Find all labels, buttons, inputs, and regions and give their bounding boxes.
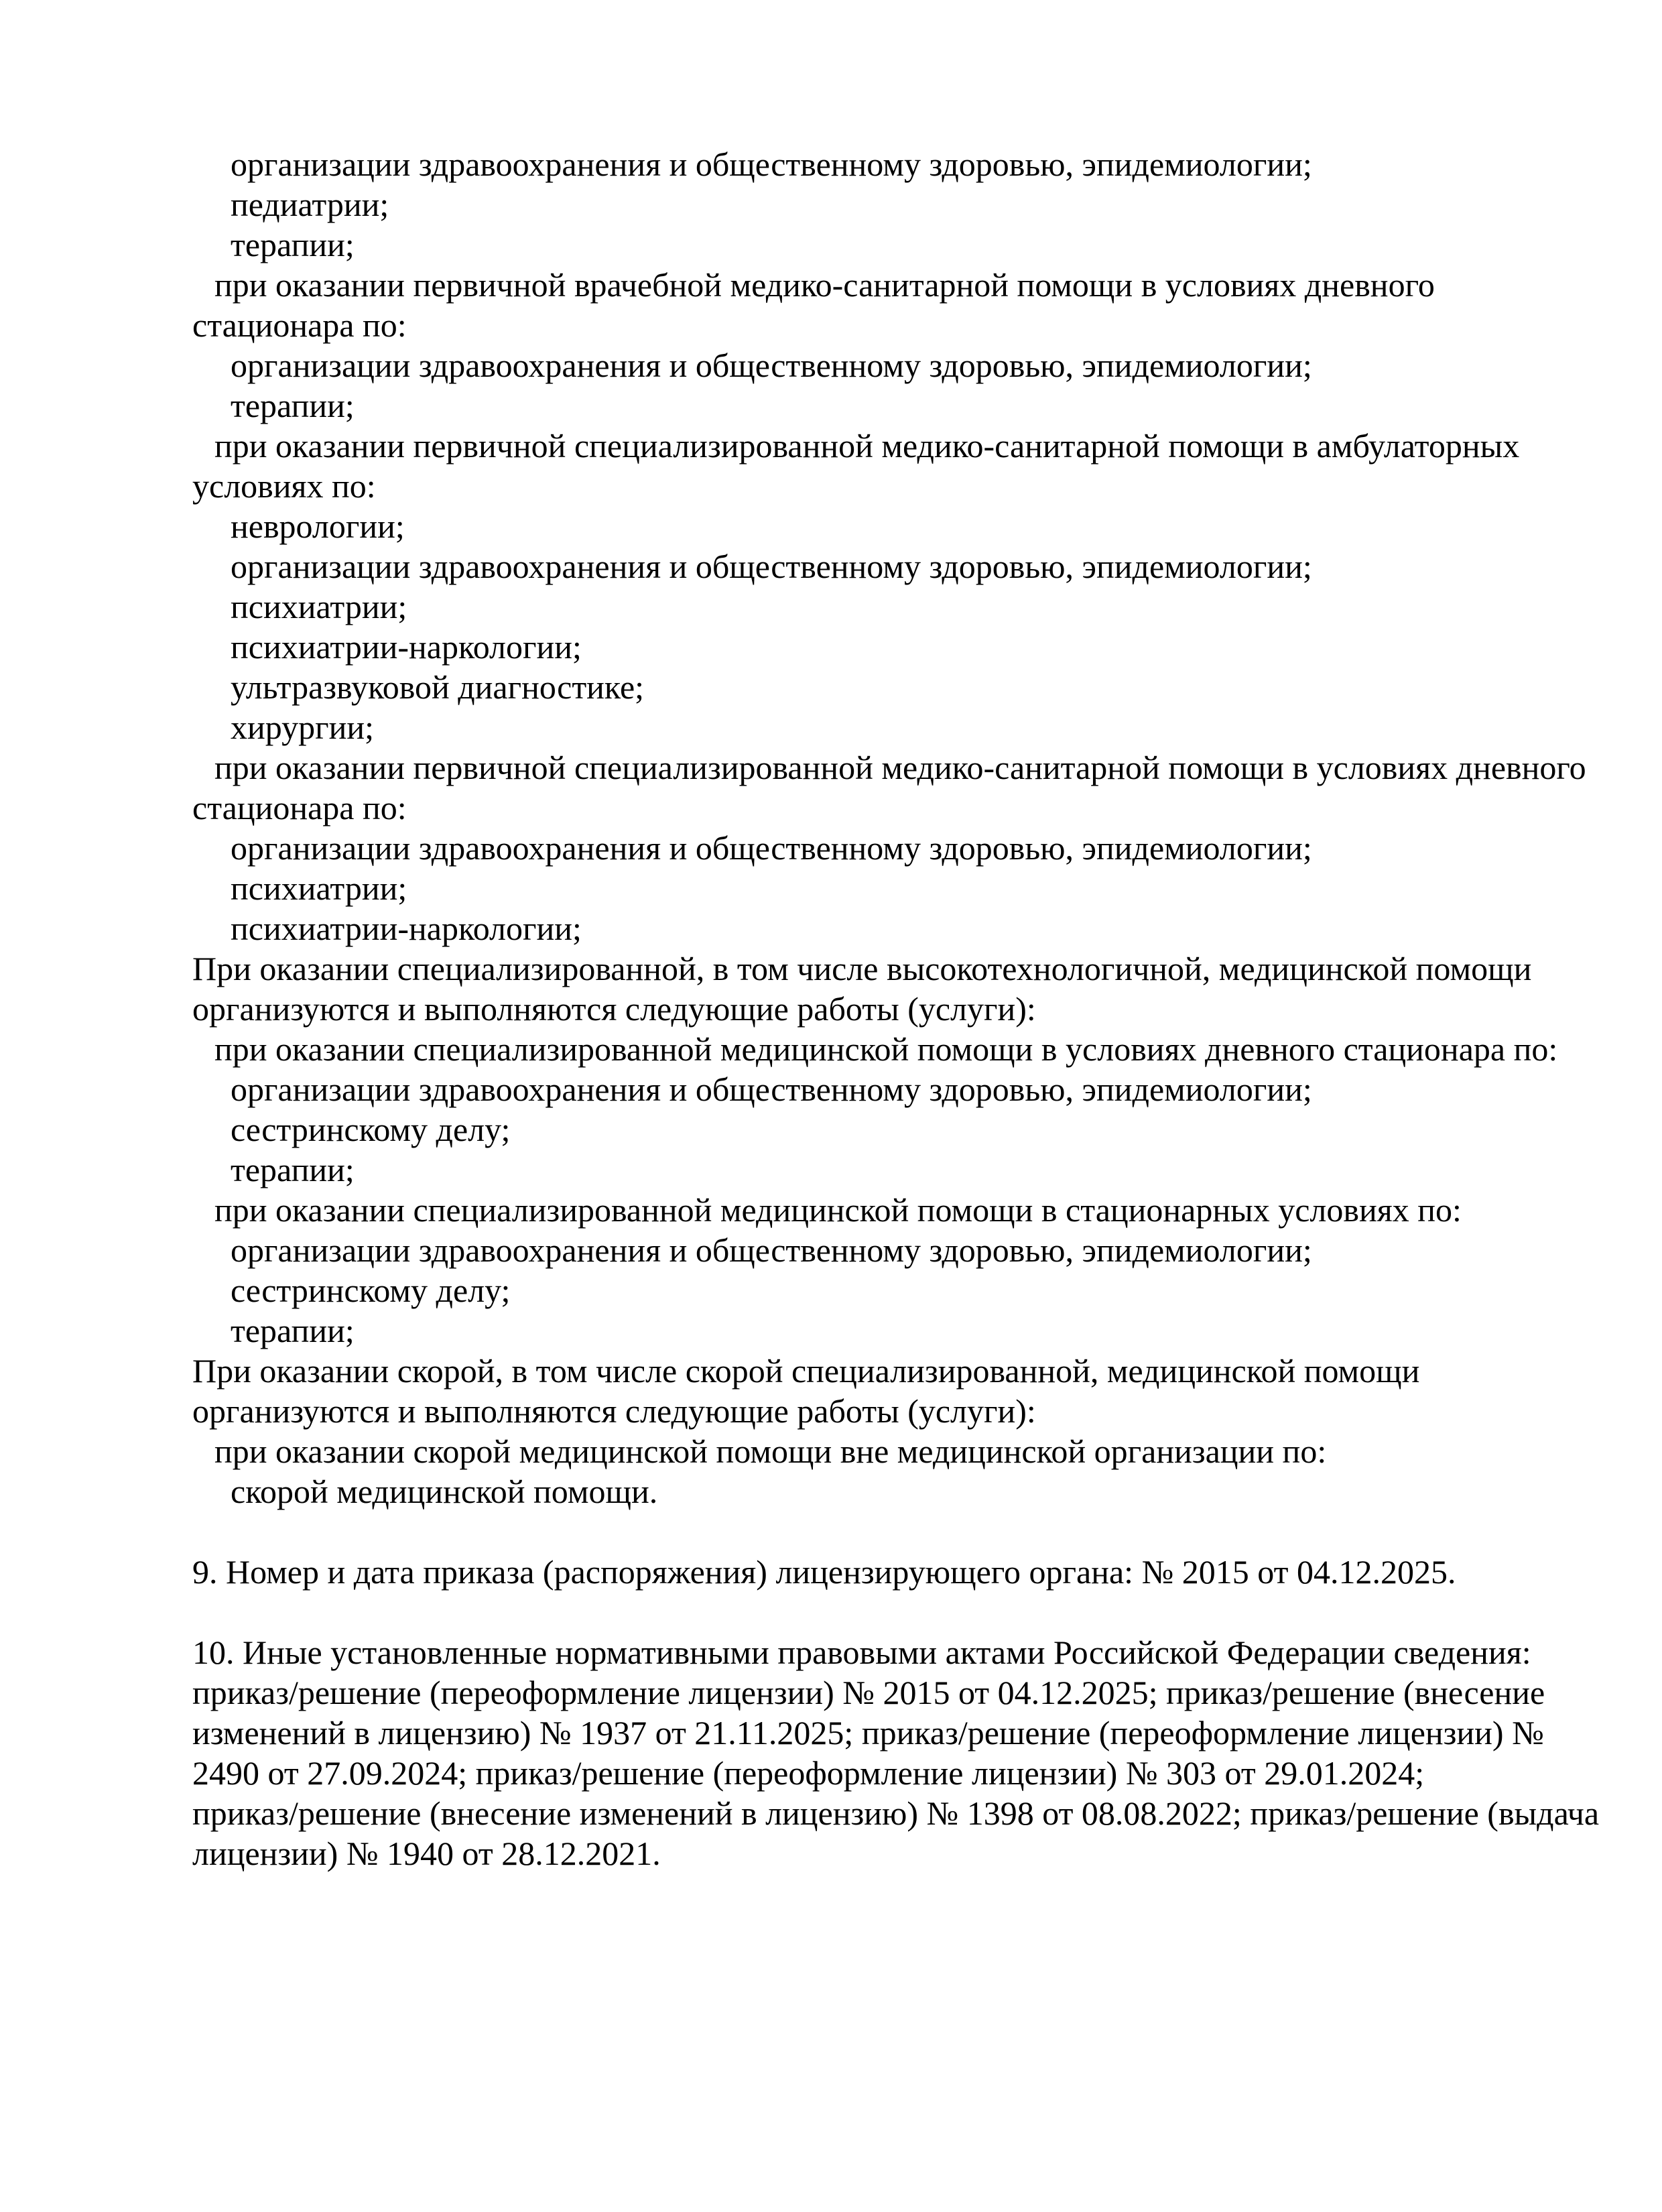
text-line: неврологии; <box>231 507 405 545</box>
text-line: организации здравоохранения и общественному здоровью, эпидемиологии; <box>231 145 1312 183</box>
text-line: при оказании специализированной медицинской помощи в стационарных условиях по: <box>214 1191 1462 1229</box>
text-line: при оказании скорой медицинской помощи вне медицинской организации по: <box>214 1432 1327 1470</box>
text-line: стационара по: <box>192 306 407 344</box>
text-line: терапии; <box>231 1151 355 1188</box>
text-line: психиатрии; <box>231 869 407 907</box>
text-line: 10. Иные установленные нормативными правовыми актами Российской Федерации сведения: <box>192 1634 1531 1671</box>
text-line: психиатрии; <box>231 588 407 625</box>
text-line: терапии; <box>231 226 355 263</box>
text-line: приказ/решение (переоформление лицензии) № 2015 от 04.12.2025; приказ/решение (внесение <box>192 1674 1545 1711</box>
text-line: лицензии) № 1940 от 28.12.2021. <box>192 1835 661 1872</box>
text-line: условиях по: <box>192 467 376 505</box>
text-line: При оказании специализированной, в том числе высокотехнологичной, медицинской помощи <box>192 950 1532 987</box>
text-line: педиатрии; <box>231 186 389 223</box>
text-line: при оказании первичной специализированной медико-санитарной помощи в условиях дневного <box>214 749 1586 786</box>
text-line: скорой медицинской помощи. <box>231 1473 658 1510</box>
text-line: 9. Номер и дата приказа (распоряжения) лицензирующего органа: № 2015 от 04.12.2025. <box>192 1553 1456 1591</box>
text-line: приказ/решение (внесение изменений в лицензию) № 1398 от 08.08.2022; приказ/решение (выдача <box>192 1794 1600 1832</box>
text-line: При оказании скорой, в том числе скорой специализированной, медицинской помощи <box>192 1352 1420 1390</box>
text-line: психиатрии-наркологии; <box>231 910 582 947</box>
text-line: терапии; <box>231 1312 355 1349</box>
text-line: ультразвуковой диагностике; <box>231 668 645 706</box>
text-line: хирургии; <box>231 709 375 746</box>
text-block <box>192 144 1613 1873</box>
text-line: при оказании специализированной медицинской помощи в условиях дневного стационара по: <box>214 1030 1558 1068</box>
blank-line <box>192 1512 1613 1552</box>
text-line: изменений в лицензию) № 1937 от 21.11.2025; приказ/решение (переоформление лицензии) № <box>192 1714 1544 1752</box>
text-line: организации здравоохранения и общественному здоровью, эпидемиологии; <box>231 829 1312 867</box>
text-line: психиатрии-наркологии; <box>231 628 582 666</box>
text-line: терапии; <box>231 387 355 424</box>
blank-line <box>192 1592 1613 1632</box>
text-line: 2490 от 27.09.2024; приказ/решение (переоформление лицензии) № 303 от 29.01.2024; <box>192 1754 1425 1792</box>
text-line: организуются и выполняются следующие работы (услуги): <box>192 990 1036 1028</box>
text-line: организации здравоохранения и общественному здоровью, эпидемиологии; <box>231 548 1312 585</box>
text-line: организуются и выполняются следующие работы (услуги): <box>192 1392 1036 1430</box>
text-line: сестринскому делу; <box>231 1272 511 1309</box>
text-line: стационара по: <box>192 789 407 826</box>
text-line: организации здравоохранения и общественному здоровью, эпидемиологии; <box>231 347 1312 384</box>
text-line: при оказании первичной врачебной медико-санитарной помощи в условиях дневного <box>214 266 1435 304</box>
text-line: сестринскому делу; <box>231 1111 511 1148</box>
text-line: организации здравоохранения и общественному здоровью, эпидемиологии; <box>231 1070 1312 1108</box>
text-line: организации здравоохранения и общественному здоровью, эпидемиологии; <box>231 1231 1312 1269</box>
text-line: при оказании первичной специализированной медико-санитарной помощи в амбулаторных <box>214 427 1520 465</box>
